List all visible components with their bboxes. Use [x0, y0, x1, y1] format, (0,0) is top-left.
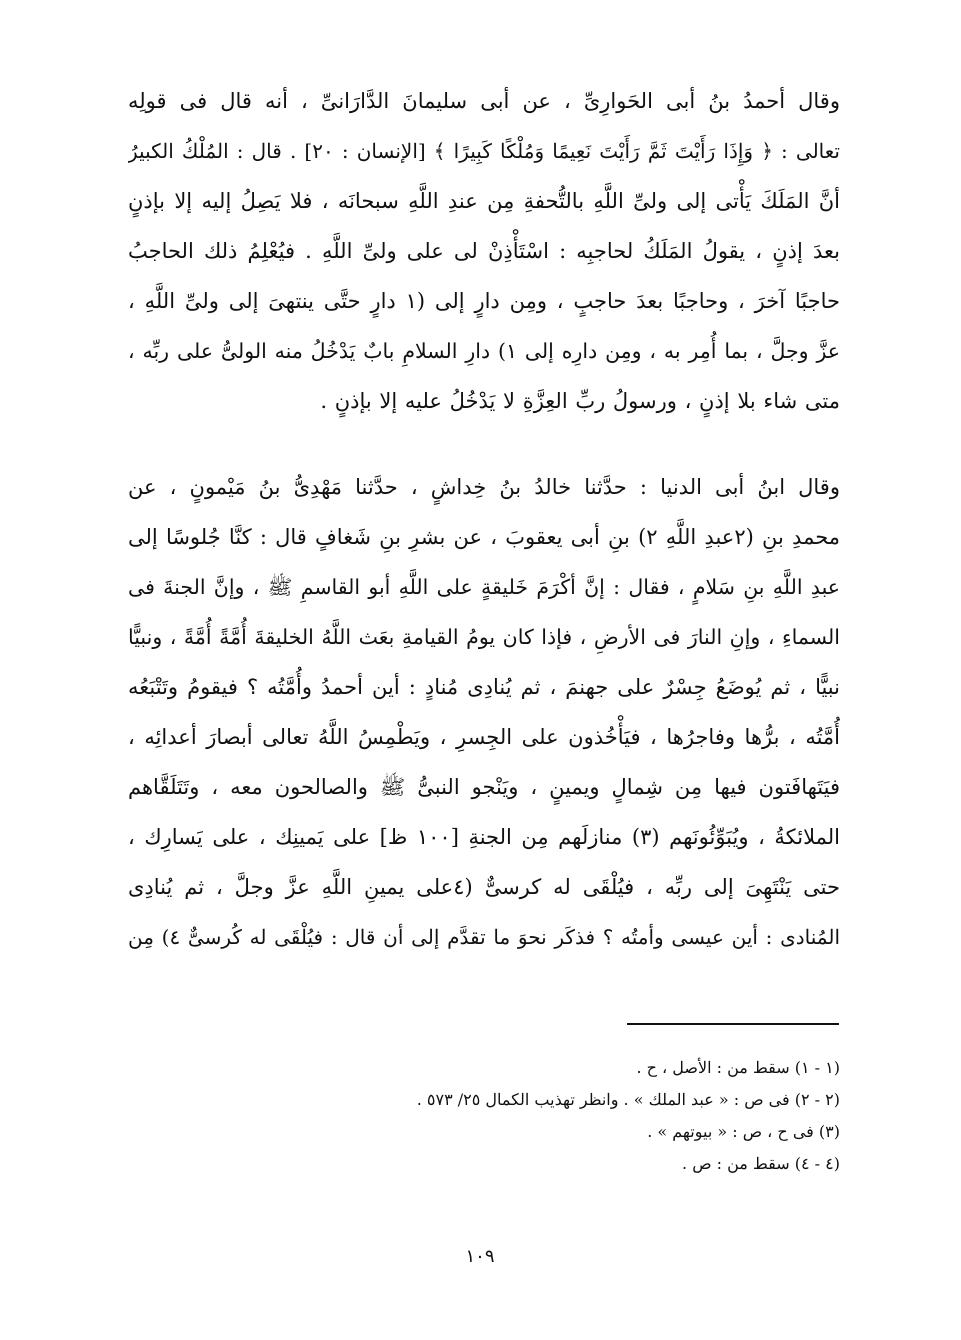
text-line: بعدَ إذنٍ ، يقولُ المَلَكُ لحاجبِه : اسْتَأْذِنْ لى على ولىِّ اللَّهِ . فيُعْلِمُ ذلك الحاجبُ: [128, 239, 840, 263]
main-text-paragraph-1: [128, 76, 840, 426]
text-line: الملائكةُ ، ويُبَوِّئُونَهم (٣) منازلَهم مِن الجنةِ [١٠٠ ظ] على يَمينِك ، على يَسارِك ،: [128, 825, 840, 849]
text-line: نبيًّا ، ثم يُوضَعُ جِسْرٌ على جهنمَ ، ثم يُنادِى مُنادٍ : أين أحمدُ وأُمَّتُه ؟ فيقومُ وتَتْبَعُه: [128, 675, 840, 699]
text-line: تعالى : ﴿ وَإِذَا رَأَيْتَ ثَمَّ رَأَيْتَ نَعِيمًا وَمُلْكًا كَبِيرًا ﴾ [الإنسان : ٢٠] . قال : المُلْكُ الكبيرُ: [128, 139, 840, 163]
main-text-paragraph-2: [128, 462, 840, 962]
footnote: (٤ - ٤) سقط من : ص .: [682, 1154, 840, 1173]
footnotes: [300, 1052, 840, 1180]
text-line: حتى يَنْتَهِىَ إلى ربِّه ، فيُلْقَى له كرسىٌّ (٤على يمينِ اللَّهِ عزَّ وجلَّ ، ثم يُنادِى: [128, 875, 840, 899]
page-number: ١٠٩: [465, 1246, 495, 1267]
text-line: السماءِ ، وإنِ النارَ فى الأرضِ ، فإذا كان يومُ القيامةِ بعَث اللَّهُ الخليقةَ أُمَّةً أُمَّةً ، ونبيًّا: [128, 625, 840, 649]
text-line: المُنادى : أين عيسى وأمتُه ؟ فذكَر نحوَ ما تقدَّم إلى أن قال : فيُلْقَى له كُرسىٌّ ٤) مِن: [128, 925, 840, 949]
text-line: محمدِ بنِ (٢عبدِ اللَّهِ ٢) بنِ أبى يعقوبَ ، عن بشرِ بنِ شَغافٍ قال : كنَّا جُلوسًا إلى: [128, 525, 840, 549]
footnote: (٣) فى ح ، ص : « بيوتهم » .: [647, 1122, 840, 1141]
footnote: (١ - ١) سقط من : الأصل ، ح .: [636, 1058, 840, 1077]
text-line: عبدِ اللَّهِ بنِ سَلامٍ ، فقال : إنَّ أكْرَمَ خَليقةٍ على اللَّهِ أبو القاسمِ ﷺ ، وإنَّ الجنةَ فى: [128, 575, 840, 599]
text-line: متى شاء بلا إذنٍ ، ورسولُ ربِّ العِزَّةِ لا يَدْخُلُ عليه إلا بإذنٍ .: [320, 389, 840, 413]
footnote: (٢ - ٢) فى ص : « عبد الملك » . وانظر تهذيب الكمال ٢٥/ ٥٧٣ .: [416, 1090, 840, 1109]
text-line: أنَّ المَلَكَ يَأْتى إلى ولىِّ اللَّهِ بالتُّحفةِ مِن عندِ اللَّهِ سبحانَه ، فلا يَصِلُ إليه إلا بإذنٍ: [128, 189, 840, 213]
text-line: وقال أحمدُ بنُ أبى الحَوارِىِّ ، عن أبى سليمانَ الدَّارَانىِّ ، أنه قال فى قولِه: [128, 89, 840, 113]
text-line: حاجبًا آخرَ ، وحاجبًا بعدَ حاجبٍ ، ومِن دارٍ إلى (١ دارٍ حتَّى ينتهىَ إلى ولىِّ اللَّهِ ،: [128, 289, 840, 313]
text-line: عزَّ وجلَّ ، بما أُمِر به ، ومِن دارِه إلى ١) دارِ السلامِ بابٌ يَدْخُلُ منه الولىُّ على ربِّه ،: [128, 339, 840, 363]
text-line: أُمَّتُه ، برُّها وفاجرُها ، فيَأْخُذون على الجِسرِ ، ويَطْمِسُ اللَّهُ تعالى أبصارَ أعدائِه ،: [128, 725, 840, 749]
text-line: فيَتَهافَتون فيها مِن شِمالٍ ويمينٍ ، ويَنْجو النبىُّ ﷺ والصالحون معه ، وتَتَلَقَّاهم: [128, 775, 840, 799]
text-line: وقال ابنُ أبى الدنيا : حدَّثنا خالدُ بنُ خِداشٍ ، حدَّثنا مَهْدِىُّ بنُ مَيْمونٍ ، عن: [128, 475, 840, 499]
footnote-separator: [627, 1023, 839, 1025]
